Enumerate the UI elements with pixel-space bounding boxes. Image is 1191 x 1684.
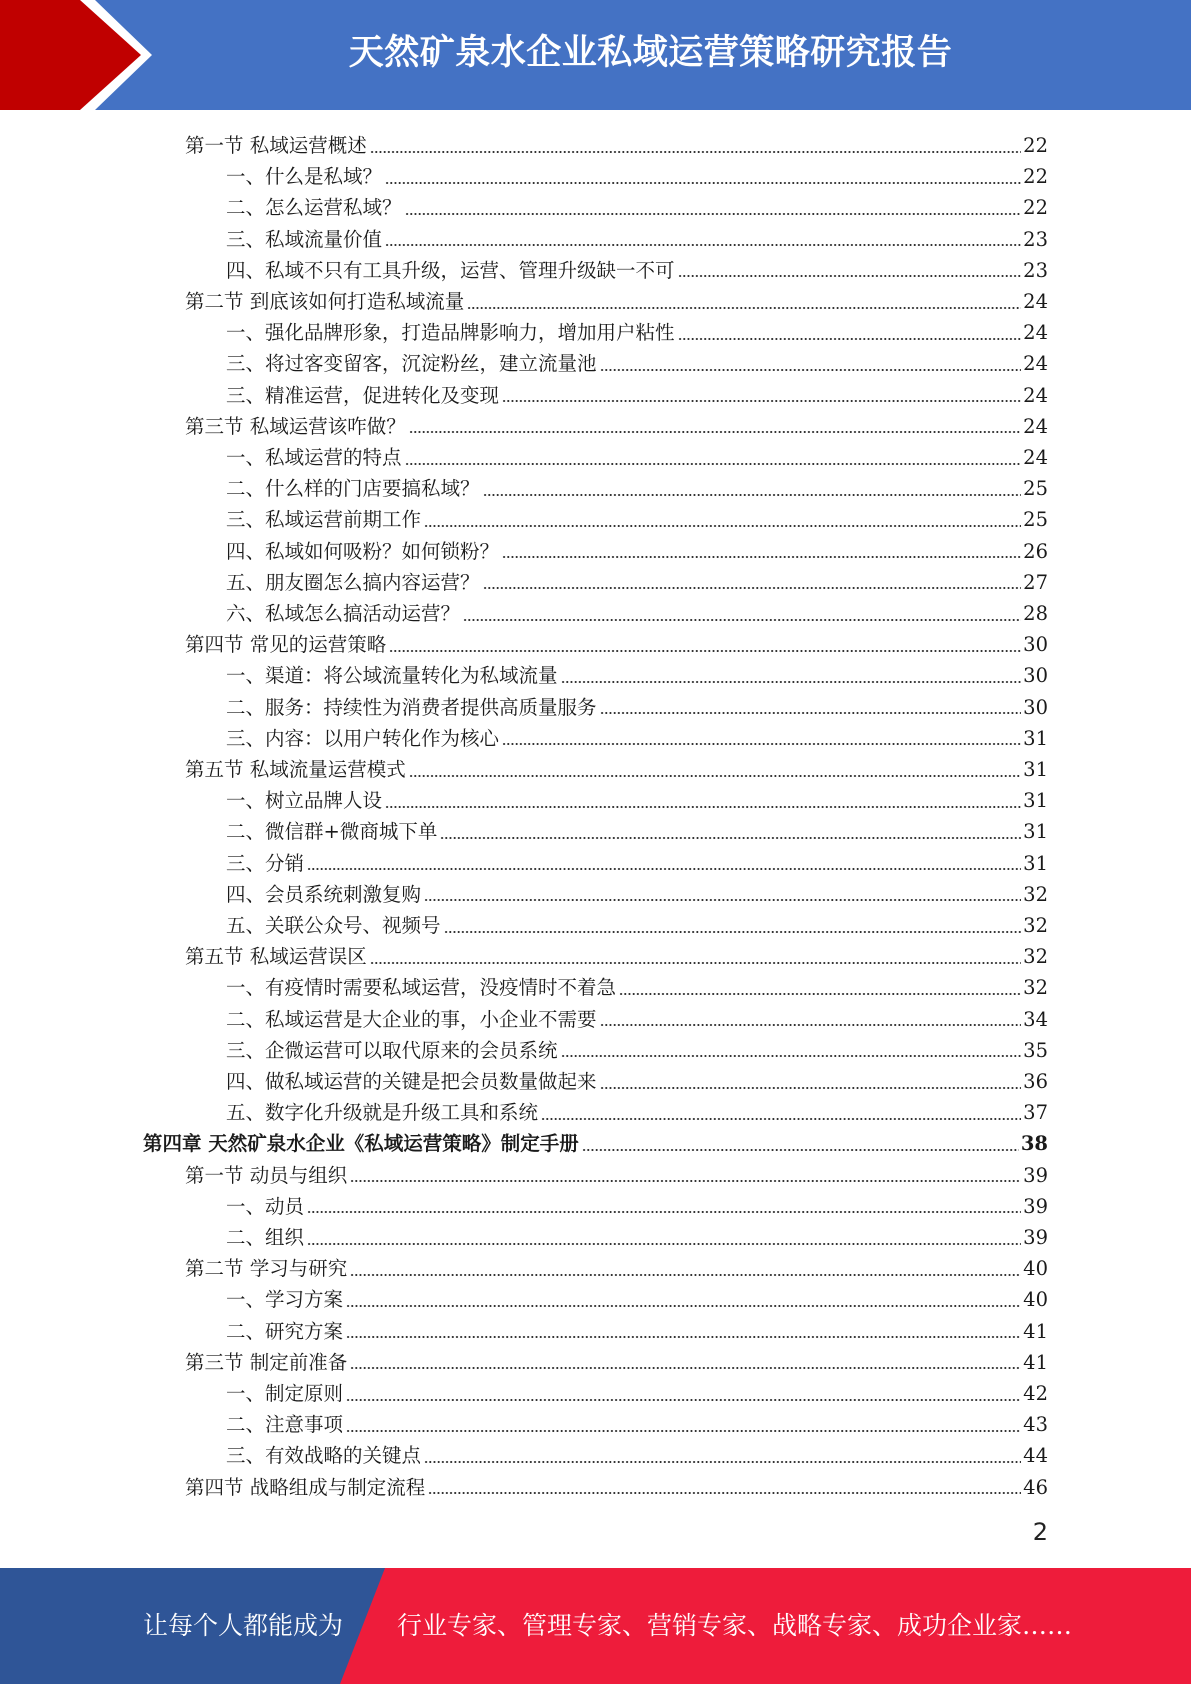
toc-entry-title: 第一节 动员与组织: [185, 1163, 348, 1187]
toc-entry-title: 三、将过客变留客，沉淀粉丝，建立流量池: [226, 352, 597, 376]
toc-entry-title: 第二节 到底该如何打造私域流量: [185, 290, 465, 313]
toc-entry-page: 22: [1023, 165, 1048, 189]
toc-entry-page: 34: [1023, 1007, 1048, 1031]
toc-entry-title: 第四章 天然矿泉水企业《私域运营策略》制定手册: [143, 1132, 579, 1156]
toc-subsection-entry[interactable]: [226, 1188, 1048, 1219]
toc-entry-page: 24: [1023, 414, 1048, 438]
toc-subsection-entry[interactable]: [226, 813, 1048, 844]
toc-entry-page: 25: [1023, 477, 1048, 501]
toc-subsection-entry[interactable]: [226, 720, 1048, 751]
toc-dot-leader: [346, 1428, 1021, 1433]
toc-entry-title: 五、朋友圈怎么搞内容运营？: [226, 570, 480, 594]
toc-entry-page: 23: [1023, 258, 1048, 282]
toc-entry-title: 一、什么是私域？: [226, 165, 383, 189]
toc-dot-leader: [405, 211, 1022, 216]
toc-entry-page: 32: [1023, 976, 1048, 1000]
footer-banner: [0, 1568, 1191, 1684]
toc-subsection-entry[interactable]: [226, 252, 1048, 283]
footer-slogan-left: 让每个人都能成为: [143, 1611, 344, 1640]
toc-dot-leader: [678, 336, 1022, 341]
toc-entry-title: 第一节 私域运营概述: [185, 134, 367, 157]
toc-entry-page: 30: [1023, 664, 1048, 688]
toc-subsection-entry[interactable]: [226, 1313, 1048, 1344]
toc-entry-page: 42: [1023, 1382, 1048, 1405]
toc-entry-title: 三、私域流量价值: [226, 227, 383, 251]
toc-entry-page: 32: [1023, 945, 1048, 969]
toc-entry-title: 第四节 常见的运营策略: [185, 633, 387, 657]
toc-subsection-entry[interactable]: [226, 1406, 1048, 1437]
toc-dot-leader: [307, 1241, 1021, 1246]
toc-entry-title: 五、关联公众号、视频号: [226, 914, 441, 937]
toc-entry-page: 30: [1023, 633, 1048, 657]
toc-entry-title: 第三节 私域运营该咋做？: [185, 414, 406, 438]
toc-entry-page: 32: [1023, 914, 1048, 937]
toc-entry-title: 二、微信群+微商城下单: [226, 820, 438, 844]
toc-entry-title: 三、内容：以用户转化作为核心: [226, 726, 500, 750]
toc-dot-leader: [678, 274, 1022, 279]
page-number: 2: [1032, 1518, 1048, 1546]
toc-dot-leader: [370, 149, 1021, 154]
toc-entry-page: 24: [1023, 290, 1048, 313]
toc-subsection-entry[interactable]: [226, 969, 1048, 1000]
toc-section-entry[interactable]: [185, 1250, 1048, 1281]
toc-dot-leader: [600, 1085, 1022, 1090]
toc-dot-leader: [370, 960, 1021, 965]
toc-dot-leader: [467, 305, 1021, 310]
toc-section-entry[interactable]: [185, 283, 1048, 314]
toc-entry-title: 四、私域如何吸粉？如何锁粉？: [226, 539, 500, 563]
toc-section-entry[interactable]: [185, 1344, 1048, 1375]
toc-entry-page: 44: [1023, 1444, 1048, 1468]
toc-entry-page: 39: [1023, 1194, 1048, 1218]
toc-entry-title: 三、分销: [226, 851, 305, 875]
toc-entry-title: 一、树立品牌人设: [226, 789, 383, 813]
toc-section-entry[interactable]: [185, 1469, 1048, 1500]
toc-entry-page: 24: [1023, 352, 1048, 376]
toc-entry-page: 40: [1023, 1257, 1048, 1281]
toc-entry-page: 46: [1023, 1475, 1048, 1499]
toc-subsection-entry[interactable]: [226, 1063, 1048, 1094]
toc-subsection-entry[interactable]: [226, 470, 1048, 501]
toc-entry-title: 一、动员: [226, 1194, 305, 1218]
toc-dot-leader: [600, 1023, 1022, 1028]
toc-entry-title: 三、精准运营，促进转化及变现: [226, 383, 500, 407]
toc-dot-leader: [409, 773, 1021, 778]
toc-dot-leader: [444, 929, 1022, 934]
toc-subsection-entry[interactable]: [226, 189, 1048, 220]
toc-subsection-entry[interactable]: [226, 907, 1048, 938]
toc-subsection-entry[interactable]: [226, 1001, 1048, 1032]
toc-chapter-entry[interactable]: [143, 1125, 1048, 1156]
toc-entry-title: 四、会员系统刺激复购: [226, 882, 422, 906]
toc-dot-leader: [428, 1491, 1021, 1496]
toc-entry-title: 第五节 私域流量运营模式: [185, 758, 406, 781]
toc-entry-title: 一、制定原则: [226, 1382, 344, 1405]
toc-entry-title: 一、有疫情时需要私域运营，没疫情时不着急: [226, 976, 617, 1000]
toc-entry-title: 二、注意事项: [226, 1413, 344, 1437]
toc-section-entry[interactable]: [185, 127, 1048, 158]
toc-dot-leader: [463, 617, 1021, 622]
toc-section-entry[interactable]: [185, 626, 1048, 657]
toc-entry-title: 三、企微运营可以取代原来的会员系统: [226, 1038, 558, 1062]
toc-dot-leader: [405, 461, 1022, 466]
toc-dot-leader: [307, 867, 1021, 872]
toc-entry-page: 23: [1023, 227, 1048, 251]
toc-dot-leader: [561, 1054, 1022, 1059]
toc-dot-leader: [385, 180, 1021, 185]
toc-entry-title: 二、服务：持续性为消费者提供高质量服务: [226, 695, 597, 719]
toc-subsection-entry[interactable]: [226, 314, 1048, 345]
toc-entry-title: 四、私域不只有工具升级，运营、管理升级缺一不可: [226, 258, 675, 282]
toc-subsection-entry[interactable]: [226, 1375, 1048, 1406]
toc-dot-leader: [424, 523, 1021, 528]
toc-entry-page: 35: [1023, 1038, 1048, 1062]
toc-subsection-entry[interactable]: [226, 1437, 1048, 1468]
toc-dot-leader: [424, 1459, 1021, 1464]
toc-subsection-entry[interactable]: [226, 564, 1048, 595]
toc-entry-title: 第四节 战略组成与制定流程: [185, 1475, 426, 1499]
toc-entry-page: 24: [1023, 446, 1048, 469]
toc-subsection-entry[interactable]: [226, 1094, 1048, 1125]
toc-entry-title: 第五节 私域运营误区: [185, 945, 367, 969]
header-banner: [0, 0, 1191, 110]
toc-dot-leader: [346, 1303, 1021, 1308]
toc-subsection-entry[interactable]: [226, 657, 1048, 688]
toc-entry-page: 31: [1023, 851, 1048, 875]
toc-entry-page: 40: [1023, 1288, 1048, 1312]
toc-dot-leader: [350, 1366, 1021, 1371]
report-title: 天然矿泉水企业私域运营策略研究报告: [348, 33, 953, 73]
toc-dot-leader: [600, 367, 1022, 372]
toc-dot-leader: [440, 835, 1021, 840]
toc-dot-leader: [307, 1210, 1021, 1215]
toc-dot-leader: [502, 742, 1021, 747]
toc-entry-page: 43: [1023, 1413, 1048, 1437]
toc-subsection-entry[interactable]: [226, 876, 1048, 907]
toc-entry-title: 一、强化品牌形象，打造品牌影响力，增加用户粘性: [226, 321, 675, 345]
toc-entry-title: 三、私域运营前期工作: [226, 508, 422, 532]
toc-section-entry[interactable]: [185, 751, 1048, 782]
toc-entry-page: 30: [1023, 695, 1048, 719]
toc-subsection-entry[interactable]: [226, 1219, 1048, 1250]
toc-entry-page: 28: [1023, 602, 1048, 625]
toc-subsection-entry[interactable]: [226, 689, 1048, 720]
toc-entry-page: 31: [1023, 820, 1048, 844]
toc-entry-title: 第二节 学习与研究: [185, 1257, 348, 1281]
toc-dot-leader: [582, 1147, 1019, 1152]
toc-entry-title: 二、私域运营是大企业的事，小企业不需要: [226, 1007, 597, 1031]
toc-entry-page: 38: [1020, 1132, 1048, 1156]
toc-subsection-entry[interactable]: [226, 501, 1048, 532]
toc-entry-page: 24: [1023, 321, 1048, 345]
toc-dot-leader: [350, 1272, 1021, 1277]
toc-entry-page: 25: [1023, 508, 1048, 532]
toc-entry-title: 一、学习方案: [226, 1288, 344, 1312]
toc-entry-page: 22: [1023, 134, 1048, 157]
toc-entry-title: 二、研究方案: [226, 1319, 344, 1343]
footer-slogan-right: 行业专家、管理专家、营销专家、战略专家、成功企业家……: [397, 1611, 1073, 1640]
toc-dot-leader: [619, 991, 1021, 996]
toc-entry-title: 二、怎么运营私域？: [226, 196, 402, 220]
toc-entry-title: 三、有效战略的关键点: [226, 1444, 422, 1468]
toc-subsection-entry[interactable]: [226, 595, 1048, 626]
toc-subsection-entry[interactable]: [226, 439, 1048, 470]
toc-entry-title: 二、什么样的门店要搞私域？: [226, 477, 480, 501]
toc-entry-title: 一、私域运营的特点: [226, 446, 402, 469]
toc-entry-page: 24: [1023, 383, 1048, 407]
toc-entry-page: 37: [1023, 1101, 1048, 1125]
toc-subsection-entry[interactable]: [226, 345, 1048, 376]
toc-subsection-entry[interactable]: [226, 221, 1048, 252]
toc-section-entry[interactable]: [185, 408, 1048, 439]
toc-entry-title: 六、私域怎么搞活动运营？: [226, 602, 461, 625]
toc-entry-title: 二、组织: [226, 1226, 305, 1249]
toc-subsection-entry[interactable]: [226, 533, 1048, 564]
toc-subsection-entry[interactable]: [226, 1281, 1048, 1312]
toc-subsection-entry[interactable]: [226, 845, 1048, 876]
toc-dot-leader: [600, 711, 1022, 716]
toc-entry-page: 27: [1023, 570, 1048, 594]
toc-dot-leader: [346, 1335, 1021, 1340]
toc-entry-page: 32: [1023, 882, 1048, 906]
toc-entry-title: 四、做私域运营的关键是把会员数量做起来: [226, 1070, 597, 1093]
toc-dot-leader: [409, 430, 1021, 435]
toc-dot-leader: [483, 492, 1022, 497]
toc-subsection-entry[interactable]: [226, 158, 1048, 189]
toc-dot-leader: [424, 898, 1021, 903]
toc-section-entry[interactable]: [185, 1157, 1048, 1188]
toc-subsection-entry[interactable]: [226, 782, 1048, 813]
toc-entry-title: 一、渠道：将公域流量转化为私域流量: [226, 664, 558, 688]
toc-entry-page: 41: [1023, 1319, 1048, 1343]
toc-entry-title: 五、数字化升级就是升级工具和系统: [226, 1101, 539, 1125]
toc-entry-page: 22: [1023, 196, 1048, 220]
toc-dot-leader: [561, 679, 1022, 684]
toc-entry-page: 31: [1023, 758, 1048, 781]
toc-section-entry[interactable]: [185, 938, 1048, 969]
toc-entry-page: 41: [1023, 1350, 1048, 1374]
toc-dot-leader: [389, 648, 1021, 653]
toc-dot-leader: [541, 1116, 1021, 1121]
toc-dot-leader: [502, 555, 1021, 560]
toc-dot-leader: [385, 243, 1021, 248]
toc-entry-page: 26: [1023, 539, 1048, 563]
toc-entry-page: 31: [1023, 789, 1048, 813]
toc-entry-page: 39: [1023, 1226, 1048, 1249]
toc-dot-leader: [385, 804, 1021, 809]
toc-entry-page: 39: [1023, 1163, 1048, 1187]
toc-dot-leader: [483, 586, 1022, 591]
toc-subsection-entry[interactable]: [226, 1032, 1048, 1063]
toc-dot-leader: [502, 399, 1021, 404]
toc-entry-page: 36: [1023, 1070, 1048, 1093]
toc-dot-leader: [346, 1397, 1021, 1402]
toc-dot-leader: [350, 1179, 1021, 1184]
toc-subsection-entry[interactable]: [226, 377, 1048, 408]
toc-entry-page: 31: [1023, 726, 1048, 750]
toc-entry-title: 第三节 制定前准备: [185, 1350, 348, 1374]
